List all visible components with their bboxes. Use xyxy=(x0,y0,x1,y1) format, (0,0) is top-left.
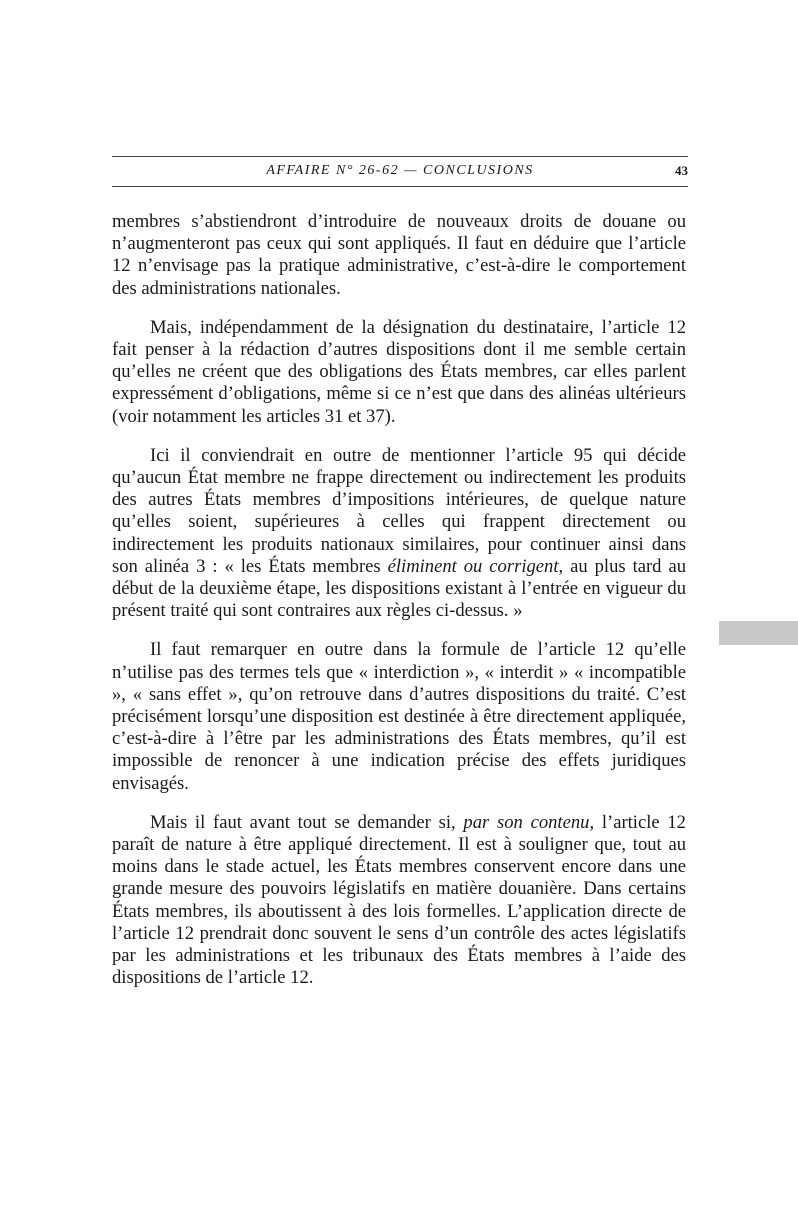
paragraph-5 xyxy=(112,812,686,990)
paragraph-3-run-3: , au plus tard au début de la deuxième étape, les dispositions existant à l’entrée en vigueur du présent traité qui sont contraires aux règles ci-dessus. » xyxy=(112,555,686,622)
header-bottom-rule xyxy=(112,186,688,187)
paragraph-3 xyxy=(112,445,686,623)
paragraph-5-run-3: , l’article 12 paraît de nature à être appliqué directement. Il est à souligner que, tout au moins dans le stade actuel, les États membres conservent encore dans une grande mesure des pouvoirs législatifs en matière douanière. Dans certains États membres, ils aboutissent à des lois formelles. L’application directe de l’article 12 prendrait donc souvent le sens d’un contrôle des actes législatifs par les administrations et les tribunaux des États membres à l’aide des dispositions de l’article 12. xyxy=(112,811,686,989)
paragraph-3-italic-run: éliminent ou corrigent xyxy=(387,555,559,577)
margin-thumb-tab xyxy=(719,621,798,645)
paragraph-5-run-1: Mais il faut avant tout se demander si, xyxy=(150,811,464,833)
page-number: 43 xyxy=(675,163,688,178)
paragraph-4 xyxy=(112,639,686,794)
paragraph-3-run-1: Ici il conviendrait en outre de mentionner l’article 95 qui décide qu’aucun État membre ne frappe directement ou indirectement les produits des autres États membres d’impositions intérieures, de quelque nature qu’elles soient, supérieures à celles qui frappent directement ou indirectement les produits nationaux similaires, pour continuer ainsi dans son alinéa 3 : « les États membres xyxy=(112,444,686,577)
paragraph-2-run-1: Mais, indépendamment de la désignation du destinataire, l’article 12 fait penser à la rédaction d’autres dispositions dont il me semble certain qu’elles ne créent que des obligations des États membres, car elles parlent expressément d’obligations, même si ce n’est que dans des alinéas ultérieurs (voir notamment les articles 31 et 37). xyxy=(112,316,686,427)
running-head xyxy=(112,163,688,183)
paragraph-1-run-1: membres s’abstiendront d’introduire de nouveaux droits de douane ou n’augmenteront pas ceux qui sont appliqués. Il faut en déduire que l’article 12 n’envisage pas la pratique administrative, c’est-à-dire le comportement des administrations nationales. xyxy=(112,211,686,299)
body-text xyxy=(112,211,686,1007)
paragraph-2 xyxy=(112,317,686,428)
paragraph-1 xyxy=(112,211,686,300)
paragraph-5-italic-run: par son contenu xyxy=(463,811,590,833)
running-title: AFFAIRE N° 26-62 — CONCLUSIONS xyxy=(266,163,534,178)
header-top-rule xyxy=(112,156,688,157)
paragraph-4-run-1: Il faut remarquer en outre dans la formule de l’article 12 qu’elle n’utilise pas des termes tels que « interdiction », « interdit » « incompatible », « sans effet », qu’on retrouve dans d’autres dispositions du traité. C’est précisément lorsqu’une disposition est destinée à être directement appliquée, c’est-à-dire à l’être par les administrations des États membres, qu’il est impossible de renoncer à une indication précise des effets juridiques envisagés. xyxy=(112,639,686,794)
